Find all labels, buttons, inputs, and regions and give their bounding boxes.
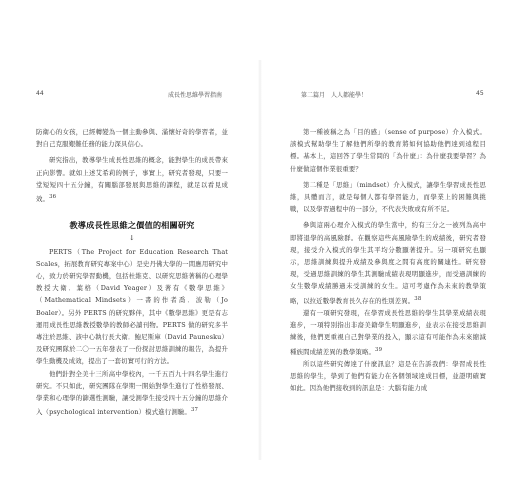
page-number: 44 [36, 90, 44, 97]
page-number: 45 [476, 90, 484, 97]
page-body [290, 126, 486, 395]
running-head: 第二篇月 人人都能學！ [301, 92, 368, 99]
page-body [36, 126, 228, 419]
paragraph [36, 246, 228, 368]
paragraph-text: 所以這些研究傳達了什麼訊息？這是在告訴我們：學習成長性思維的學生，學到了他們有能力在各個領域達成目標，並證明確實如此。因為他們接收到的訊息是：大腦有能力成 [290, 359, 486, 393]
note-ref: 36 [49, 194, 57, 201]
paragraph [290, 219, 486, 307]
running-head: 成長性思維學習指南 [168, 92, 223, 99]
paragraph-text: 研究指出，教導學生成長性思維的概念，能對學生的成長帶來正向影響。就如上述艾希莉的例子，事實上，研究者發現，只要一堂短短四十五分鐘，有關腦部發展與思維的課程，就足以看見成效。 [36, 156, 228, 204]
paragraph-text: 參與這兩心理介入模式的學生當中，約有三分之一被列為高中即將退學的高風險群。在觀察這些高風險學生的成績後，研究者發現，接受介入模式的學生其平均分數顯著提升。另一項研究也顯示，思維訓練與提升成績及參與度之間有高度的關連性。研究發現，受過思維訓練的學生其測驗成績表現明顯進步，而受過訓練的女生數學成績勝過未受訓練的女生。這可考慮作為未來的教學策略，以拉近數學教育長久存在的性別差異。 [290, 221, 486, 305]
paragraph-text: PERTS（The Project for Education Research That Scales，拓展教育研究專案中心）是史丹佛大學的一間應用研究中心，致力於研究學習動機，包括杜維克、以研究思維著稱的心理學教授大衛．葉格（David Yeager）及著有《數學思維》（Mathematical Mindsets）一書的作者喬．波勒（Jo Boaler）。另外 PERTS 的研究夥伴，其中《數學思維》更是有志運用成長性思維教授數學的教師必讀刊物。PERTS 做的研究多半專注於思維、該中心執行長大衛．鮑尼斯庫（David Paunesku）及研究團隊於二〇一五年發表了一份探討思維訓練的報告，為提升學生動機及成效，提出了一套切實可行的方法。 [36, 247, 228, 366]
paragraph-text: 第一種被稱之為「目的感」（sense of purpose）介入模式。該模式幫助學生了解他們所學的教育將如何協助他們達到遠程目標。基本上，這回答了學生常問的「為什麼」：為什麼我要學習？為什麼做這個作業很重要？ [290, 128, 486, 173]
right-page [260, 0, 520, 500]
paragraph-text: 還有一項研究發現，在學習成長性思維的學生其學業成績表現進步，一項特別指出非裔美籍學生明顯進步，並表示在接受思維訓練後，他們更重視自己對學業的投入，顯示這有可能作為未來縮減種族間成績差異的教學策略。 [290, 308, 486, 356]
note-ref: 38 [414, 295, 422, 302]
paragraph [36, 154, 228, 205]
note-ref: 39 [375, 346, 383, 353]
note-ref: 37 [190, 407, 199, 414]
paragraph [290, 358, 486, 395]
down-arrow-icon: ↓ [128, 233, 135, 242]
paragraph [36, 368, 228, 419]
paragraph [290, 307, 486, 358]
paragraph [290, 179, 486, 216]
paragraph [290, 126, 486, 175]
section-heading: 教導成長性思維之價值的相關研究 [69, 220, 195, 231]
paragraph-text: 防衛心的女孩，已經轉變為一個主動參與、滿懷好奇的學習者，並對自己克服艱難任務的能力深具信心。 [36, 128, 228, 149]
paragraph [36, 126, 228, 150]
paragraph-text: 第二種是「思維」（mindset）介入模式，讓學生學習成長性思維，具體而言，就是每個人都有學習能力，而學業上的困難與挑戰，以及學習過程中的一部分，不代表失敗或有所不足。 [290, 180, 486, 214]
paragraph-text: 他們針對全美十三所高中學校內，一千五百九十四名學生進行研究。不只如此，研究團隊在學期一開始對學生進行了性格發展、學業和心理學的篩選性測驗，讓受測學生接受四十五分鐘的思維介入（psychological intervention）模式進行測驗。 [36, 369, 228, 417]
